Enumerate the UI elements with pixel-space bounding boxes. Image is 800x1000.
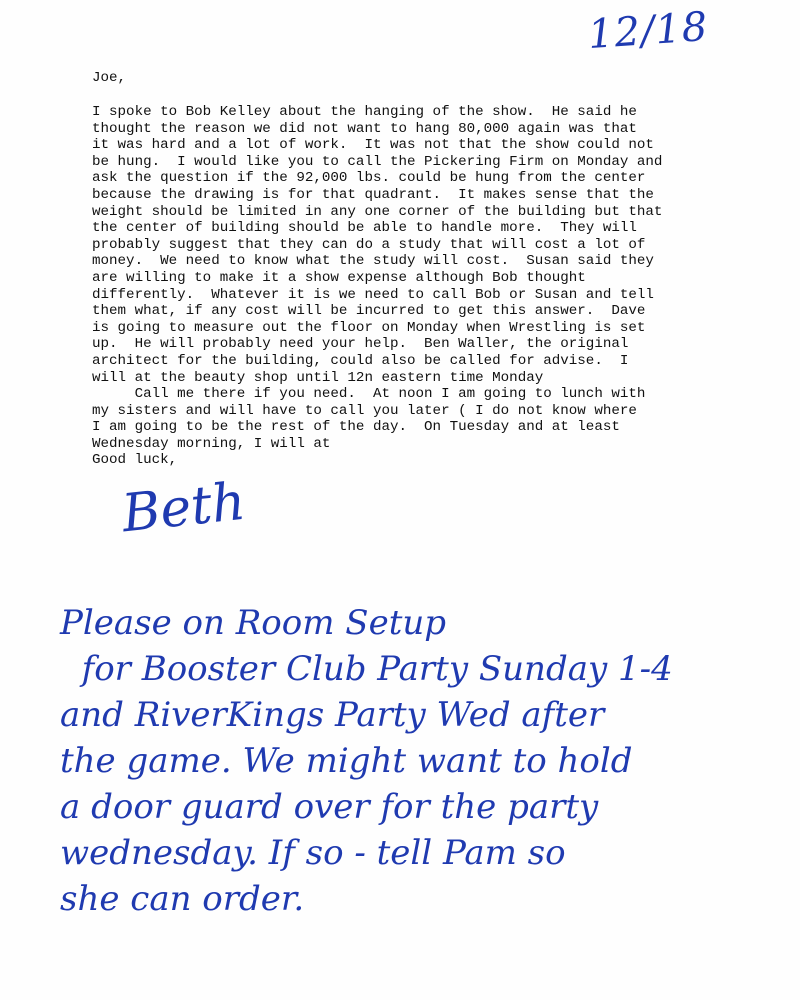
body-line: because the drawing is for that quadrant. It makes sense that the xyxy=(92,186,654,203)
body-line: weight should be limited in any one corner of the building but that xyxy=(92,203,663,220)
salutation: Joe, xyxy=(92,70,127,86)
body-line: probably suggest that they can do a study that will cost a lot of xyxy=(92,236,646,253)
body-line: differently. Whatever it is we need to call Bob or Susan and tell xyxy=(92,286,654,303)
body-line: up. He will probably need your help. Ben Waller, the original xyxy=(92,336,629,353)
note-line: for Booster Club Party Sunday 1-4 xyxy=(60,649,673,689)
body-line: be hung. I would like you to call the Pickering Firm on Monday and xyxy=(92,153,663,170)
note-line: Please on Room Setup xyxy=(60,603,447,643)
body-line: it was hard and a lot of work. It was not that the show could not xyxy=(92,137,654,154)
body-line: thought the reason we did not want to hang 80,000 again was that xyxy=(92,120,637,137)
body-line: is going to measure out the floor on Monday when Wrestling is set xyxy=(92,319,646,336)
signature: Beth xyxy=(119,471,249,545)
letter-body xyxy=(92,104,720,452)
note-line: and RiverKings Party Wed after xyxy=(60,695,605,735)
closing: Good luck, xyxy=(92,452,178,468)
body-line: them what, if any cost will be incurred to get this answer. Dave xyxy=(92,303,646,320)
body-line: Wednesday morning, I will at xyxy=(92,435,331,452)
body-line: the center of building should be able to handle more. They will xyxy=(92,220,637,237)
body-line: I am going to be the rest of the day. On Tuesday and at least xyxy=(92,419,620,436)
note-line: a door guard over for the party xyxy=(60,787,599,827)
body-line: are willing to make it a show expense although Bob thought xyxy=(92,269,586,286)
body-line: my sisters and will have to call you later ( I do not know where xyxy=(92,402,637,419)
body-line: architect for the building, could also be called for advise. I xyxy=(92,352,629,369)
body-line: ask the question if the 92,000 lbs. could be hung from the center xyxy=(92,170,646,187)
body-line: I spoke to Bob Kelley about the hanging of the show. He said he xyxy=(92,104,637,120)
body-line: Call me there if you need. At noon I am going to lunch with xyxy=(92,386,646,403)
note-line: wednesday. If so - tell Pam so xyxy=(60,833,566,873)
body-line: will at the beauty shop until 12n eastern time Monday xyxy=(92,369,544,386)
handwritten-note xyxy=(60,600,780,922)
note-line: she can order. xyxy=(60,879,305,919)
body-line: money. We need to know what the study will cost. Susan said they xyxy=(92,253,654,270)
note-line: the game. We might want to hold xyxy=(60,741,633,781)
handwritten-date: 12/18 xyxy=(586,3,710,59)
